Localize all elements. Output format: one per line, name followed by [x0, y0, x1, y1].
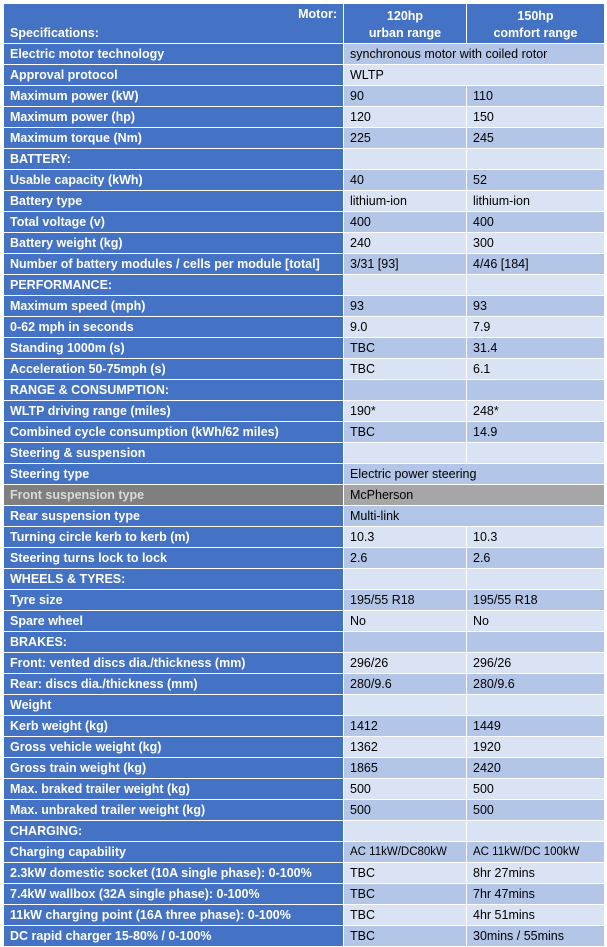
row-value-urban: No — [344, 611, 467, 632]
row-value-urban: 280/9.6 — [344, 674, 467, 695]
table-row — [4, 464, 605, 485]
row-value-comfort: 10.3 — [467, 527, 605, 548]
table-row — [4, 611, 605, 632]
row-label: Front suspension type — [4, 485, 344, 506]
table-row — [4, 317, 605, 338]
comfort-range-label: comfort range — [493, 26, 578, 40]
table-row — [4, 632, 605, 653]
table-row — [4, 422, 605, 443]
row-value-urban — [344, 380, 467, 401]
header-col-urban — [344, 4, 467, 44]
row-label: Steering turns lock to lock — [4, 548, 344, 569]
row-value-comfort: 500 — [467, 779, 605, 800]
row-label: Max. unbraked trailer weight (kg) — [4, 800, 344, 821]
row-value-urban: 400 — [344, 212, 467, 233]
header-col-comfort — [467, 4, 605, 44]
row-value-comfort: 245 — [467, 128, 605, 149]
row-label: Spare wheel — [4, 611, 344, 632]
row-label: Rear: discs dia./thickness (mm) — [4, 674, 344, 695]
specifications-table — [3, 3, 605, 947]
row-label: 0-62 mph in seconds — [4, 317, 344, 338]
table-row — [4, 758, 605, 779]
table-row — [4, 737, 605, 758]
specifications-label: Specifications: — [10, 26, 99, 40]
row-label: Tyre size — [4, 590, 344, 611]
specifications-table-body — [4, 4, 605, 947]
table-row — [4, 569, 605, 590]
table-row — [4, 506, 605, 527]
table-row — [4, 842, 605, 863]
table-row — [4, 275, 605, 296]
row-value-urban — [344, 821, 467, 842]
table-row — [4, 527, 605, 548]
row-label: 2.3kW domestic socket (10A single phase): 0-100% — [4, 863, 344, 884]
row-label: Front: vented discs dia./thickness (mm) — [4, 653, 344, 674]
row-label: Gross vehicle weight (kg) — [4, 737, 344, 758]
table-row — [4, 86, 605, 107]
table-row — [4, 44, 605, 65]
table-row — [4, 779, 605, 800]
row-value-comfort: 2420 — [467, 758, 605, 779]
row-value-comfort: 52 — [467, 170, 605, 191]
row-label: WLTP driving range (miles) — [4, 401, 344, 422]
table-row — [4, 548, 605, 569]
row-label: Maximum torque (Nm) — [4, 128, 344, 149]
row-value-comfort: 195/55 R18 — [467, 590, 605, 611]
row-label: Acceleration 50-75mph (s) — [4, 359, 344, 380]
row-value-shared: Electric power steering — [344, 464, 605, 485]
row-value-comfort: 150 — [467, 107, 605, 128]
row-value-urban: AC 11kW/DC80kW — [344, 842, 467, 863]
row-label: BRAKES: — [4, 632, 344, 653]
row-value-urban: 120 — [344, 107, 467, 128]
header-label-cell — [4, 4, 344, 44]
row-value-comfort: 296/26 — [467, 653, 605, 674]
row-value-urban: 2.6 — [344, 548, 467, 569]
table-row — [4, 926, 605, 947]
table-row — [4, 191, 605, 212]
table-row — [4, 254, 605, 275]
motor-label: Motor: — [298, 7, 337, 21]
urban-hp-label: 120hp — [386, 9, 424, 23]
row-value-urban: 9.0 — [344, 317, 467, 338]
row-value-urban — [344, 443, 467, 464]
row-label: WHEELS & TYRES: — [4, 569, 344, 590]
table-row — [4, 716, 605, 737]
row-value-urban: 1865 — [344, 758, 467, 779]
row-label: Combined cycle consumption (kWh/62 miles) — [4, 422, 344, 443]
row-value-comfort: 7hr 47mins — [467, 884, 605, 905]
row-label: Weight — [4, 695, 344, 716]
row-value-urban: TBC — [344, 884, 467, 905]
row-value-comfort: 2.6 — [467, 548, 605, 569]
row-value-urban: 190* — [344, 401, 467, 422]
table-row — [4, 296, 605, 317]
row-label: Steering type — [4, 464, 344, 485]
table-header-row — [4, 4, 605, 44]
table-row — [4, 170, 605, 191]
row-value-comfort: 248* — [467, 401, 605, 422]
row-label: Approval protocol — [4, 65, 344, 86]
table-row — [4, 65, 605, 86]
row-value-comfort: 30mins / 55mins — [467, 926, 605, 947]
row-value-urban: 90 — [344, 86, 467, 107]
row-value-comfort: No — [467, 611, 605, 632]
row-value-comfort — [467, 632, 605, 653]
table-row — [4, 884, 605, 905]
row-value-comfort: 1920 — [467, 737, 605, 758]
row-label: Rear suspension type — [4, 506, 344, 527]
row-value-urban — [344, 632, 467, 653]
row-value-comfort — [467, 275, 605, 296]
row-value-comfort — [467, 821, 605, 842]
table-row — [4, 107, 605, 128]
row-value-comfort: 93 — [467, 296, 605, 317]
row-label: Usable capacity (kWh) — [4, 170, 344, 191]
row-label: Steering & suspension — [4, 443, 344, 464]
row-value-urban: 240 — [344, 233, 467, 254]
row-value-urban — [344, 275, 467, 296]
row-value-urban — [344, 569, 467, 590]
row-value-urban: TBC — [344, 338, 467, 359]
table-row — [4, 905, 605, 926]
row-value-comfort: 110 — [467, 86, 605, 107]
row-value-urban: 500 — [344, 800, 467, 821]
table-row — [4, 443, 605, 464]
row-label: Gross train weight (kg) — [4, 758, 344, 779]
row-value-urban: TBC — [344, 863, 467, 884]
row-value-comfort: 1449 — [467, 716, 605, 737]
row-label: Total voltage (v) — [4, 212, 344, 233]
row-label: RANGE & CONSUMPTION: — [4, 380, 344, 401]
row-value-urban: TBC — [344, 422, 467, 443]
table-row — [4, 359, 605, 380]
table-row — [4, 653, 605, 674]
row-value-shared: WLTP — [344, 65, 605, 86]
row-value-urban: 93 — [344, 296, 467, 317]
row-label: Battery type — [4, 191, 344, 212]
row-value-comfort: 31.4 — [467, 338, 605, 359]
row-value-urban: TBC — [344, 926, 467, 947]
row-label: Max. braked trailer weight (kg) — [4, 779, 344, 800]
table-row — [4, 821, 605, 842]
row-value-comfort: AC 11kW/DC 100kW — [467, 842, 605, 863]
row-label: Turning circle kerb to kerb (m) — [4, 527, 344, 548]
row-value-comfort: 400 — [467, 212, 605, 233]
row-label: BATTERY: — [4, 149, 344, 170]
row-value-urban: 10.3 — [344, 527, 467, 548]
row-value-urban: 195/55 R18 — [344, 590, 467, 611]
row-value-comfort — [467, 443, 605, 464]
row-value-shared: Multi-link — [344, 506, 605, 527]
table-row — [4, 212, 605, 233]
row-value-urban: lithium-ion — [344, 191, 467, 212]
table-row — [4, 800, 605, 821]
row-value-shared: McPherson — [344, 485, 605, 506]
row-label: Charging capability — [4, 842, 344, 863]
row-label: Electric motor technology — [4, 44, 344, 65]
table-row — [4, 485, 605, 506]
row-value-comfort — [467, 380, 605, 401]
row-value-comfort: 4/46 [184] — [467, 254, 605, 275]
table-row — [4, 401, 605, 422]
row-value-urban: 500 — [344, 779, 467, 800]
row-value-comfort: 14.9 — [467, 422, 605, 443]
row-label: Standing 1000m (s) — [4, 338, 344, 359]
row-value-comfort: 4hr 51mins — [467, 905, 605, 926]
table-row — [4, 338, 605, 359]
row-label: PERFORMANCE: — [4, 275, 344, 296]
row-label: Maximum speed (mph) — [4, 296, 344, 317]
row-value-comfort: 7.9 — [467, 317, 605, 338]
table-row — [4, 233, 605, 254]
row-value-comfort — [467, 569, 605, 590]
row-label: DC rapid charger 15-80% / 0-100% — [4, 926, 344, 947]
row-value-urban — [344, 695, 467, 716]
row-label: Number of battery modules / cells per module [total] — [4, 254, 344, 275]
row-value-comfort: 8hr 27mins — [467, 863, 605, 884]
table-row — [4, 674, 605, 695]
row-value-comfort: 280/9.6 — [467, 674, 605, 695]
row-value-comfort — [467, 149, 605, 170]
row-value-comfort — [467, 695, 605, 716]
row-value-comfort: 300 — [467, 233, 605, 254]
row-value-urban: 1362 — [344, 737, 467, 758]
row-value-urban — [344, 149, 467, 170]
row-label: Kerb weight (kg) — [4, 716, 344, 737]
table-row — [4, 695, 605, 716]
comfort-hp-label: 150hp — [517, 9, 554, 23]
table-row — [4, 590, 605, 611]
table-row — [4, 863, 605, 884]
row-value-comfort: 6.1 — [467, 359, 605, 380]
table-row — [4, 128, 605, 149]
urban-range-label: urban range — [368, 26, 442, 40]
row-value-comfort: lithium-ion — [467, 191, 605, 212]
table-row — [4, 380, 605, 401]
row-label: CHARGING: — [4, 821, 344, 842]
row-value-urban: 225 — [344, 128, 467, 149]
row-value-urban: TBC — [344, 359, 467, 380]
row-value-comfort: 500 — [467, 800, 605, 821]
row-label: Maximum power (kW) — [4, 86, 344, 107]
row-value-shared: synchronous motor with coiled rotor — [344, 44, 605, 65]
row-label: 11kW charging point (16A three phase): 0-100% — [4, 905, 344, 926]
row-value-urban: 1412 — [344, 716, 467, 737]
table-row — [4, 149, 605, 170]
row-value-urban: 3/31 [93] — [344, 254, 467, 275]
row-label: Battery weight (kg) — [4, 233, 344, 254]
row-value-urban: TBC — [344, 905, 467, 926]
row-label: Maximum power (hp) — [4, 107, 344, 128]
row-value-urban: 296/26 — [344, 653, 467, 674]
row-value-urban: 40 — [344, 170, 467, 191]
row-label: 7.4kW wallbox (32A single phase): 0-100% — [4, 884, 344, 905]
